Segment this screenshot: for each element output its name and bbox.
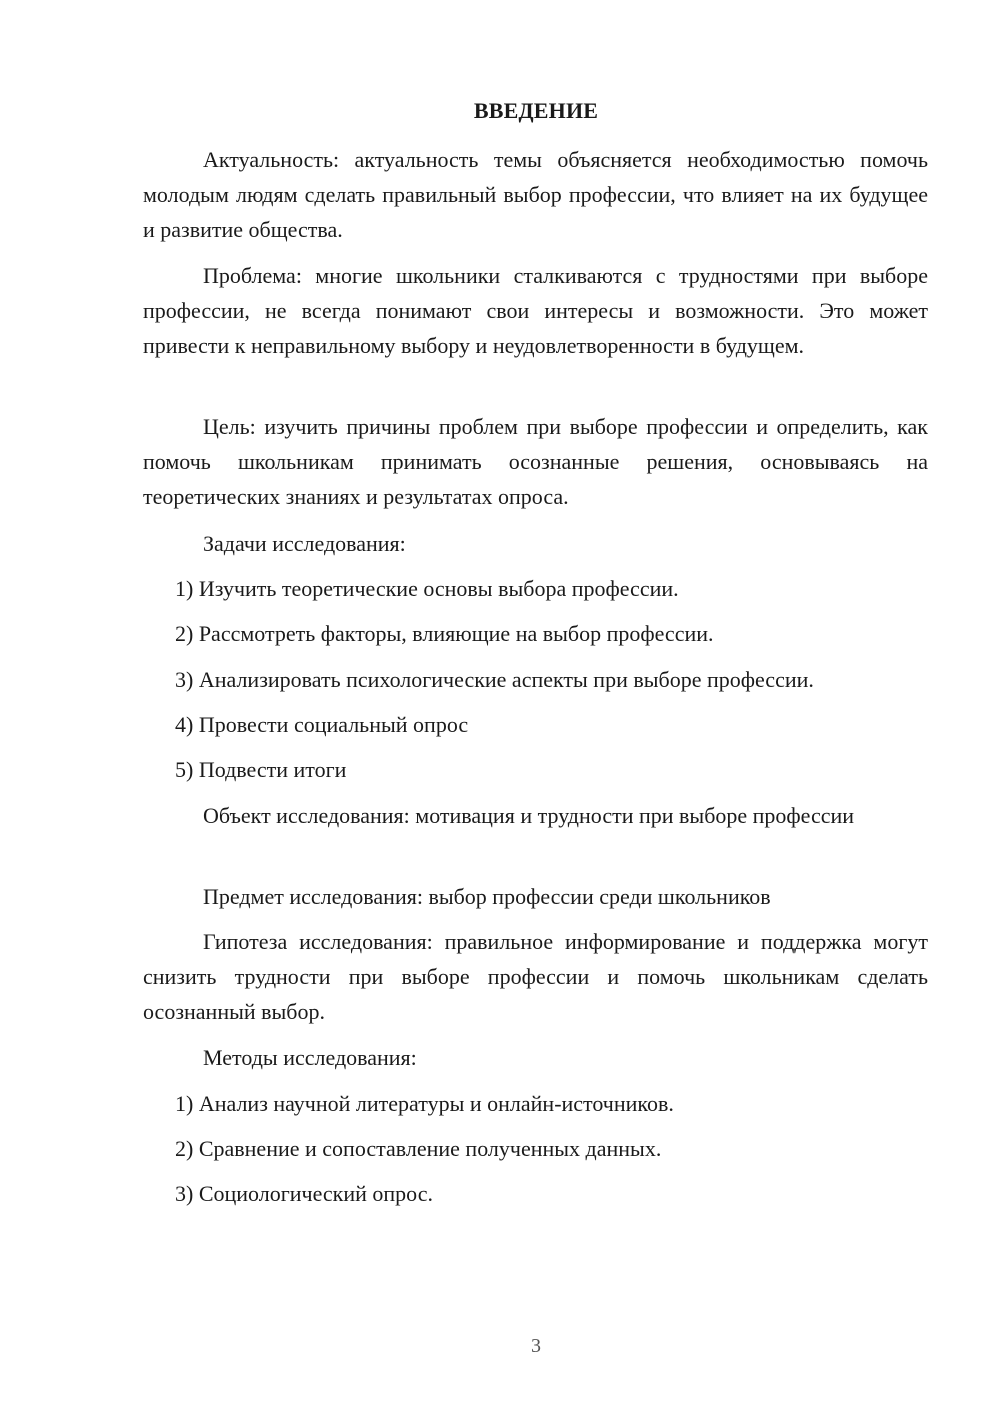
subject-paragraph: Предмет исследования: выбор профессии среди школьников xyxy=(203,884,771,909)
page-number: 3 xyxy=(531,1335,541,1357)
method-item: 3) Социологический опрос. xyxy=(175,1181,433,1206)
tasks-heading: Задачи исследования: xyxy=(203,531,406,556)
page-title: ВВЕДЕНИЕ xyxy=(473,98,599,123)
object-paragraph: Объект исследования: мотивация и трудности при выборе профессии xyxy=(203,803,855,828)
methods-heading: Методы исследования: xyxy=(203,1045,417,1070)
task-item: 2) Рассмотреть факторы, влияющие на выбор профессии. xyxy=(175,621,714,646)
task-item: 5) Подвести итоги xyxy=(175,757,347,782)
relevance-paragraph: Актуальность: актуальность темы объясняется необходимостью помочь молодым людям сделать правильный выбор профессии, что влияет на их будущее и развитие общества. xyxy=(143,147,928,242)
hypothesis-paragraph: Гипотеза исследования: правильное информирование и поддержка могут снизить трудности при выборе профессии и помочь школьникам сделать осознанный выбор. xyxy=(143,929,928,1024)
problem-paragraph: Проблема: многие школьники сталкиваются с трудностями при выборе профессии, не всегда понимают свои интересы и возможности. Это может привести к неправильному выбору и неудовлетворенности в будущем. xyxy=(143,263,928,358)
goal-paragraph: Цель: изучить причины проблем при выборе профессии и определить, как помочь школьникам принимать осознанные решения, основываясь на теоретических знаниях и результатах опроса. xyxy=(143,414,928,509)
method-item: 1) Анализ научной литературы и онлайн-источников. xyxy=(175,1091,674,1116)
task-item: 3) Анализировать психологические аспекты при выборе профессии. xyxy=(175,667,814,692)
task-item: 4) Провести социальный опрос xyxy=(175,712,469,737)
task-item: 1) Изучить теоретические основы выбора профессии. xyxy=(175,576,679,601)
method-item: 2) Сравнение и сопоставление полученных данных. xyxy=(175,1136,662,1161)
